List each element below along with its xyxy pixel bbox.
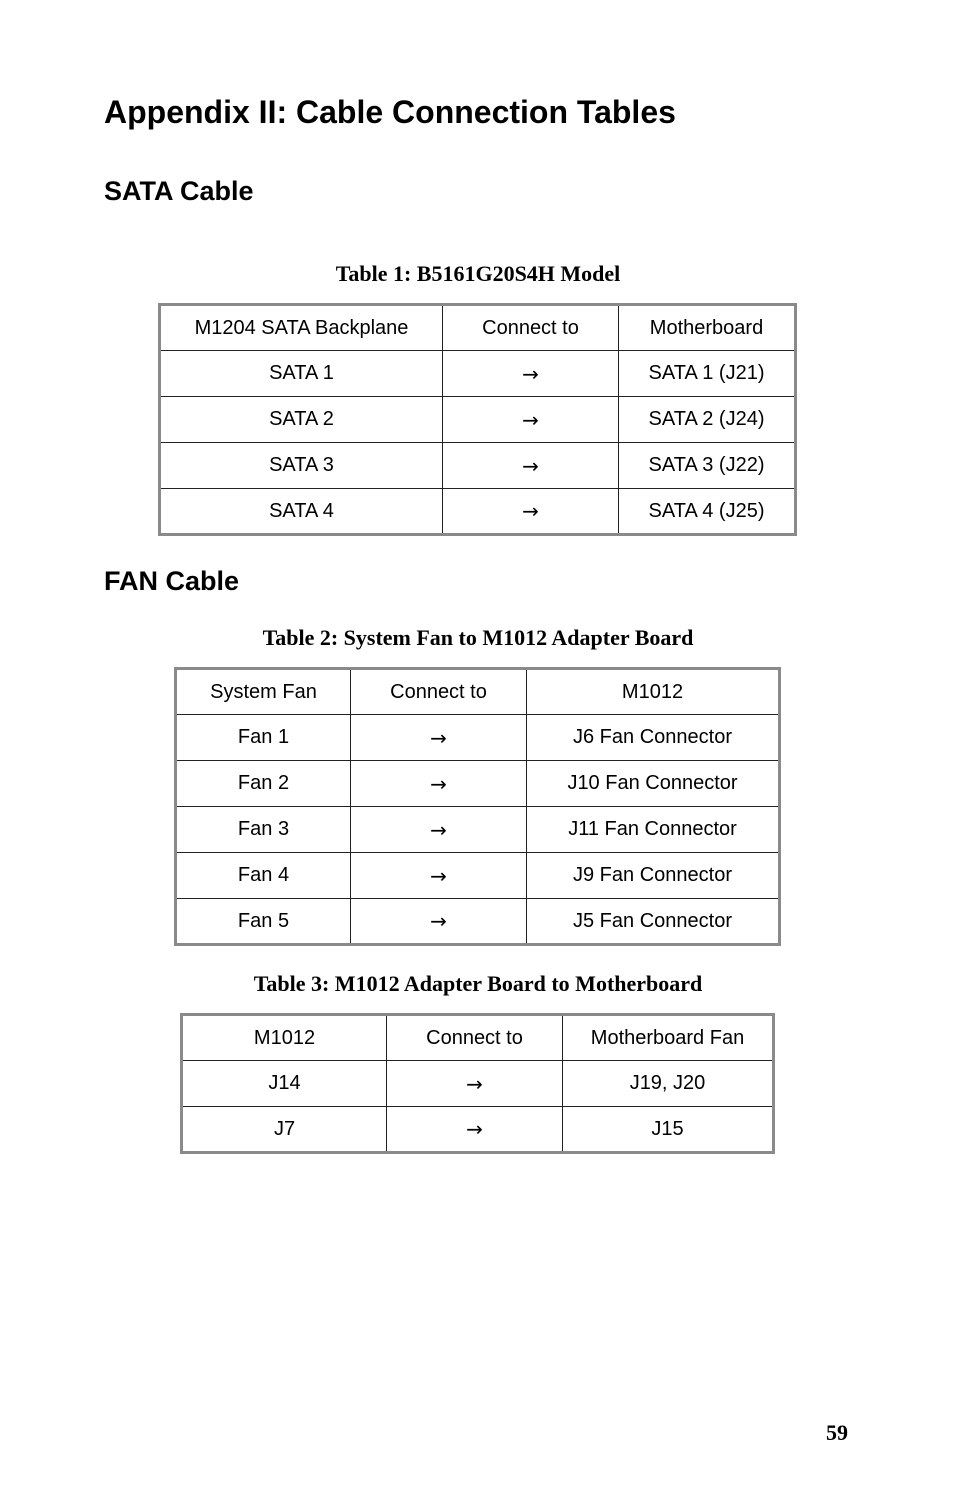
arrow-icon: → bbox=[387, 1061, 563, 1107]
table-cell: J9 Fan Connector bbox=[527, 853, 780, 899]
table-row bbox=[160, 489, 796, 535]
header-cell: M1012 bbox=[182, 1015, 387, 1061]
table3-caption: Table 3: M1012 Adapter Board to Motherboard bbox=[253, 971, 703, 996]
table-cell: SATA 3 (J22) bbox=[619, 443, 796, 489]
table-cell: J19, J20 bbox=[563, 1061, 774, 1107]
table-row bbox=[160, 351, 796, 397]
table-cell: Fan 1 bbox=[176, 715, 351, 761]
table-row bbox=[160, 397, 796, 443]
arrow-icon: → bbox=[443, 397, 619, 443]
table3-adapter bbox=[180, 1013, 775, 1154]
table2-fan bbox=[174, 667, 781, 946]
arrow-icon: → bbox=[351, 853, 527, 899]
table-cell: J14 bbox=[182, 1061, 387, 1107]
table2-caption: Table 2: System Fan to M1012 Adapter Board bbox=[262, 625, 694, 650]
arrow-icon: → bbox=[351, 715, 527, 761]
table-row bbox=[160, 443, 796, 489]
table-cell: J7 bbox=[182, 1107, 387, 1153]
header-cell: M1012 bbox=[527, 669, 780, 715]
table-cell: SATA 1 (J21) bbox=[619, 351, 796, 397]
table-row bbox=[176, 715, 780, 761]
table-cell: Fan 5 bbox=[176, 899, 351, 945]
table-cell: SATA 2 (J24) bbox=[619, 397, 796, 443]
table-row bbox=[176, 761, 780, 807]
table-cell: Fan 2 bbox=[176, 761, 351, 807]
table-row bbox=[176, 807, 780, 853]
table-cell: J5 Fan Connector bbox=[527, 899, 780, 945]
arrow-icon: → bbox=[351, 807, 527, 853]
header-cell: Motherboard bbox=[619, 305, 796, 351]
arrow-icon: → bbox=[443, 489, 619, 535]
table1-caption: Table 1: B5161G20S4H Model bbox=[335, 261, 621, 286]
header-cell: M1204 SATA Backplane bbox=[160, 305, 443, 351]
arrow-icon: → bbox=[443, 443, 619, 489]
page-number: 59 bbox=[826, 1420, 848, 1445]
header-cell: Motherboard Fan bbox=[563, 1015, 774, 1061]
header-cell: Connect to bbox=[443, 305, 619, 351]
table-header-row bbox=[182, 1015, 774, 1061]
table-cell: Fan 4 bbox=[176, 853, 351, 899]
table-header-row bbox=[176, 669, 780, 715]
table1-sata bbox=[158, 303, 797, 536]
header-cell: Connect to bbox=[351, 669, 527, 715]
table-row bbox=[182, 1061, 774, 1107]
table-cell: J10 Fan Connector bbox=[527, 761, 780, 807]
table-cell: J6 Fan Connector bbox=[527, 715, 780, 761]
arrow-icon: → bbox=[443, 351, 619, 397]
header-cell: Connect to bbox=[387, 1015, 563, 1061]
table-row bbox=[176, 853, 780, 899]
arrow-icon: → bbox=[387, 1107, 563, 1153]
table-cell: SATA 4 (J25) bbox=[619, 489, 796, 535]
arrow-icon: → bbox=[351, 899, 527, 945]
page-title: Appendix II: Cable Connection Tables bbox=[104, 94, 676, 130]
table-cell: SATA 1 bbox=[160, 351, 443, 397]
table-cell: J15 bbox=[563, 1107, 774, 1153]
section-title-sata: SATA Cable bbox=[104, 176, 254, 206]
arrow-icon: → bbox=[351, 761, 527, 807]
table-cell: SATA 3 bbox=[160, 443, 443, 489]
table-cell: SATA 4 bbox=[160, 489, 443, 535]
table-cell: J11 Fan Connector bbox=[527, 807, 780, 853]
table-row bbox=[176, 899, 780, 945]
header-cell: System Fan bbox=[176, 669, 351, 715]
section-title-fan: FAN Cable bbox=[104, 566, 240, 596]
table-row bbox=[182, 1107, 774, 1153]
table-cell: SATA 2 bbox=[160, 397, 443, 443]
table-header-row bbox=[160, 305, 796, 351]
table-cell: Fan 3 bbox=[176, 807, 351, 853]
